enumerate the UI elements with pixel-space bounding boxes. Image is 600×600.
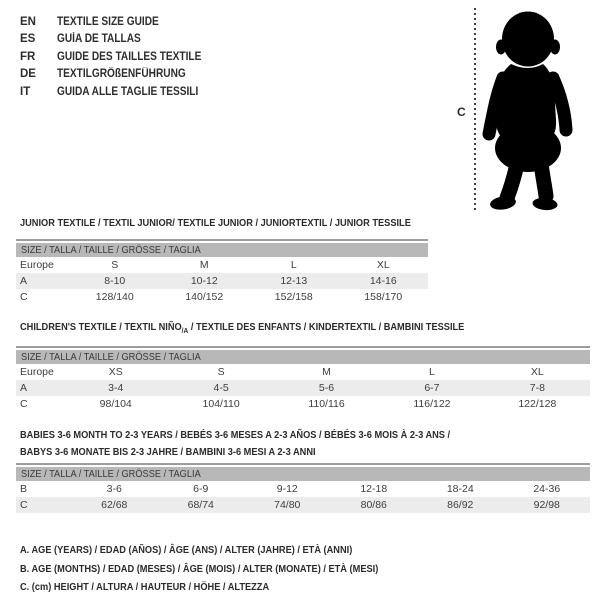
cell-value: M: [199, 259, 209, 271]
cell-value: XL: [530, 366, 544, 379]
cell-value: 4-5: [213, 382, 229, 395]
cell-value: XS: [108, 366, 123, 379]
cell-value: 68/74: [187, 499, 214, 512]
junior-row-europe: [16, 257, 428, 273]
legend-line-c: C. (cm) HEIGHT / ALTURA / HAUTEUR / HÖHE / ALTEZZA: [20, 581, 270, 594]
guide-title: GUIDE DES TAILLES TEXTILE: [57, 50, 202, 63]
children-size-section: [16, 321, 590, 412]
legend-line-b: B. AGE (MONTHS) / EDAD (MESES) / ÂGE (MOIS) / ALTER (MONATE) / ETÀ (MESI): [20, 562, 379, 575]
cell-value: 10-12: [190, 275, 218, 287]
row-label: C: [20, 398, 28, 411]
divider-rule: [16, 463, 590, 465]
cell-value: 3-6: [106, 483, 122, 496]
babies-row-b: [16, 481, 590, 497]
row-label: A: [20, 382, 28, 395]
height-measure-label: C: [457, 105, 466, 119]
baby-leg-left: [507, 164, 517, 198]
cell-value: 140/152: [185, 291, 224, 303]
cell-value: 7-8: [529, 382, 545, 395]
junior-title: [20, 217, 590, 230]
cell-value: 14-16: [369, 275, 397, 287]
language-row-fr: [20, 48, 221, 66]
cell-value: 12-13: [280, 275, 308, 287]
cell-value: XL: [376, 259, 390, 271]
language-code: IT: [20, 85, 31, 98]
cell-value: 128/140: [95, 291, 134, 303]
row-label: B: [20, 483, 28, 496]
size-header-label: SIZE / TALLA / TAILLE / GRÖSSE / TAGLIA: [21, 468, 201, 481]
legend: [20, 540, 590, 596]
size-header-bar: [16, 467, 590, 481]
guide-title: TEXTILE SIZE GUIDE: [57, 15, 159, 28]
title-line: [20, 444, 522, 461]
title-line: [20, 321, 522, 337]
size-header-bar: [16, 243, 428, 257]
title-text: / TEXTILE DES ENFANTS / KINDERTEXTIL / BAMBINI TESSILE: [188, 321, 465, 333]
cell-value: 18-24: [446, 483, 474, 496]
cell-value: 3-4: [108, 382, 124, 395]
baby-ear-left: [496, 40, 506, 55]
size-header-bar: [16, 350, 590, 364]
height-dotted-line: [474, 8, 476, 212]
junior-row-c: [16, 289, 428, 305]
cell-value: 110/116: [308, 398, 345, 411]
title-text: BABYS 3-6 MONATE BIS 2-3 JAHRE / BAMBINI 3-6 MESI A 2-3 ANNI: [20, 446, 316, 459]
cell-value: 5-6: [318, 382, 335, 395]
language-code: EN: [20, 15, 36, 28]
cell-value: 116/122: [413, 398, 451, 411]
cell-value: 6-9: [193, 483, 209, 496]
language-row-en: [20, 13, 221, 31]
cell-value: L: [429, 366, 435, 379]
cell-value: S: [111, 259, 119, 271]
baby-ear-right: [550, 40, 560, 55]
legend-line-a: A. AGE (YEARS) / EDAD (AÑOS) / ÂGE (ANS) / ALTER (JAHRE) / ETÀ (ANNI): [20, 544, 353, 557]
children-row-europe: [16, 364, 590, 380]
language-code: FR: [20, 50, 36, 63]
language-title-list: [20, 13, 221, 101]
baby-leg-right: [541, 164, 546, 196]
title-subscript: /A: [181, 326, 189, 336]
cell-value: 74/80: [274, 499, 301, 512]
guide-title: GUÍA DE TALLAS: [57, 33, 141, 46]
children-title: [20, 321, 590, 337]
title-text: BABIES 3-6 MONTH TO 2-3 YEARS / BEBÉS 3-6 MESES A 2-3 AÑOS / BÉBÉS 3-6 MOIS À 2-3 ANS /: [20, 429, 451, 442]
cell-value: 158/170: [364, 291, 403, 303]
junior-size-section: [16, 217, 590, 305]
title-line: [20, 427, 522, 444]
children-row-c: [16, 396, 590, 412]
baby-silhouette: [481, 8, 573, 212]
babies-size-section: [16, 427, 590, 513]
baby-head: [502, 12, 554, 67]
cell-value: S: [217, 366, 225, 379]
title-line: [20, 217, 522, 230]
cell-value: 8-10: [104, 275, 126, 287]
cell-value: 12-18: [360, 483, 388, 496]
language-row-de: [20, 66, 221, 84]
cell-value: L: [290, 259, 297, 271]
row-label: Europe: [20, 366, 54, 379]
cell-value: 122/128: [518, 398, 557, 411]
cell-value: 6-7: [424, 382, 440, 395]
cell-value: 86/92: [447, 499, 474, 512]
language-code: ES: [20, 33, 36, 46]
size-tables-area: [16, 217, 590, 596]
junior-row-a: [16, 273, 428, 289]
language-row-it: [20, 83, 221, 101]
title-text: JUNIOR TEXTILE / TEXTIL JUNIOR/ TEXTILE JUNIOR / JUNIORTEXTIL / JUNIOR TESSILE: [20, 217, 411, 229]
divider-rule: [16, 239, 428, 241]
cell-value: 62/68: [101, 499, 128, 512]
guide-title: GUIDA ALLE TAGLIE TESSILI: [57, 85, 199, 98]
size-header-label: SIZE / TALLA / TAILLE / GRÖSSE / TAGLIA: [21, 244, 201, 256]
cell-value: M: [322, 366, 331, 379]
cell-value: 152/158: [274, 291, 313, 303]
size-table-sections: [16, 217, 590, 513]
cell-value: 98/104: [99, 398, 132, 411]
size-header-label: SIZE / TALLA / TAILLE / GRÖSSE / TAGLIA: [21, 351, 201, 364]
baby-foot-right: [532, 197, 558, 211]
language-code: DE: [20, 68, 36, 81]
cell-value: 9-12: [276, 483, 298, 496]
cell-value: 24-36: [533, 483, 561, 496]
title-text: CHILDREN'S TEXTILE / TEXTIL NIÑO: [20, 321, 182, 333]
cell-value: 104/110: [202, 398, 240, 411]
guide-title: TEXTILGRÖßENFÜHRUNG: [57, 68, 186, 81]
babies-title: [20, 427, 590, 461]
row-label: A: [20, 275, 28, 287]
baby-shorts: [495, 124, 561, 172]
cell-value: 92/98: [533, 499, 560, 512]
babies-row-c: [16, 497, 590, 513]
row-label: C: [20, 291, 28, 303]
divider-rule: [16, 346, 590, 348]
row-label: Europe: [20, 259, 54, 271]
children-row-a: [16, 380, 590, 396]
row-label: C: [20, 499, 28, 512]
language-row-es: [20, 31, 221, 49]
cell-value: 80/86: [360, 499, 387, 512]
